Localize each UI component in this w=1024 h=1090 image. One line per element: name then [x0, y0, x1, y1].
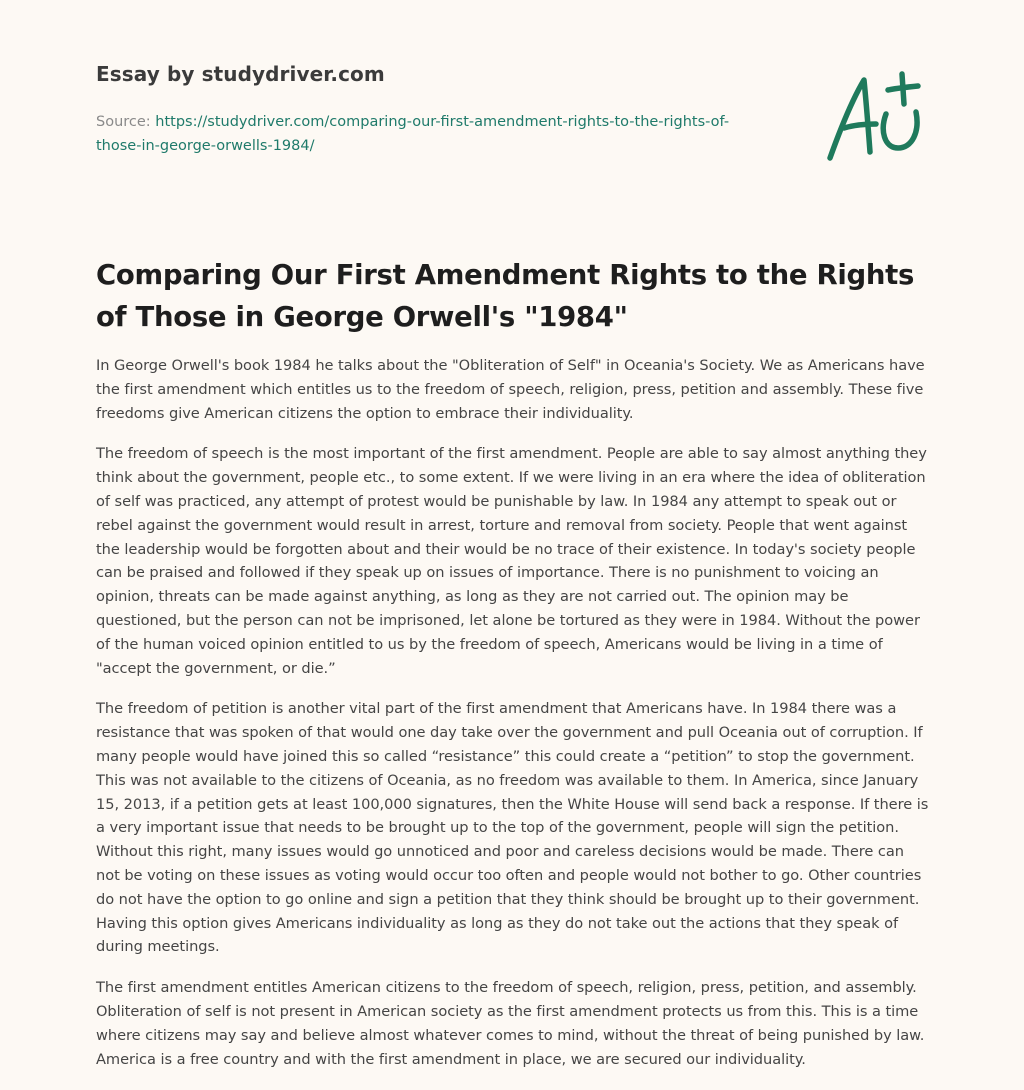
source-link-line-1: https://studydriver.com/comparing-our-first-amendment-rights-to-the-rights-of- — [155, 114, 730, 130]
source-link[interactable] — [96, 114, 729, 154]
essay-paragraph: In George Orwell's book 1984 he talks about the "Obliteration of Self" in Oceania's Society. We as Americans have the first amendment which entitles us to the freedom of speech, religion, press, petition and assembly. These five freedoms give American citizens the option to embrace their individuality. — [96, 357, 925, 422]
essay-paragraph: The first amendment entitles American citizens to the freedom of speech, religion, press, petition, and assembly. Obliteration of self is not present in American society as the first amendment protects us from this. This is a time where citizens may say and believe almost whatever comes to mind, without the threat of being punished by law. America is a free country and with the first amendment in place, we are secured our individuality. — [96, 979, 925, 1068]
essay-title: Comparing Our First Amendment Rights to the Rights of Those in George Orwell's "1984" — [96, 259, 915, 333]
source-label: Source: — [96, 114, 151, 130]
site-title: Essay by studydriver.com — [96, 62, 385, 86]
essay-paragraph: The freedom of petition is another vital part of the first amendment that Americans have. In 1984 there was a resistance that was spoken of that would one day take over the government and pull Oceania out of corruption. If many people would have joined this so called “resistance” this could create a “petition” to stop the government. This was not available to the citizens of Oceania, as no freedom was available to them. In America, since January 15, 2013, if a petition gets at least 100,000 signatures, then the White House will send back a response. If there is a very important issue that needs to be brought up to the top of the government, people will sign the petition. Without this right, many issues would go unnoticed and poor and careless decisions would be made. There can not be voting on these issues as voting would occur too often and people would not bother to go. Other countries do not have the option to go online and sign a petition that they think should be brought up to their government. Having this option gives Americans individuality as long as they do not take out the actions that they speak of during meetings. — [96, 700, 929, 956]
page-header — [96, 62, 816, 158]
essay-paragraph: The freedom of speech is the most important of the first amendment. People are able to say almost anything they think about the government, people etc., to some extent. If we were living in an era where the idea of obliteration of self was practiced, any attempt of protest would be punishable by law. In 1984 any attempt to speak out or rebel against the government would result in arrest, torture and removal from society. People that went against the leadership would be forgotten about and their would be no trace of their existence. In today's society people can be praised and followed if they speak up on issues of importance. There is no punishment to voicing an opinion, threats can be made against anything, as long as they are not carried out. The opinion may be questioned, but the person can not be imprisoned, let alone be tortured as they were in 1984. Without the power of the human voiced opinion entitled to us by the freedom of speech, Americans would be living in a time of "accept the government, or die.” — [96, 445, 927, 677]
essay-body — [96, 354, 932, 1088]
source-line — [96, 110, 816, 158]
a-plus-logo-icon — [820, 70, 930, 170]
source-link-line-2: those-in-george-orwells-1984/ — [96, 138, 315, 154]
